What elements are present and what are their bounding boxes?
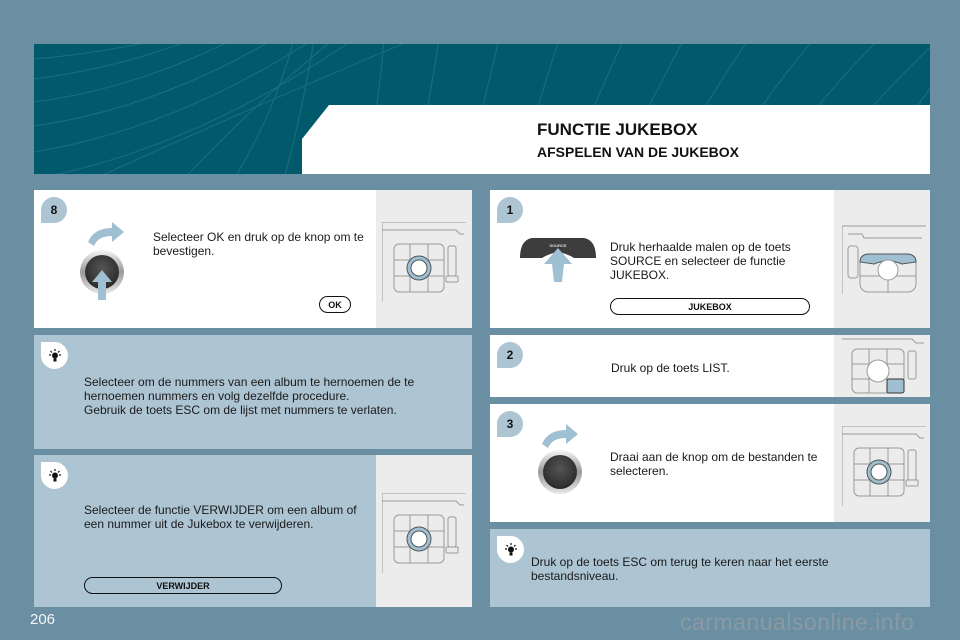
step-3-panel: [490, 404, 930, 522]
step-2-text: Druk op de toets LIST.: [611, 361, 730, 375]
step-number-badge: 2: [497, 342, 523, 368]
step-number-badge: 8: [41, 197, 67, 223]
rotary-knob-turn-icon: [532, 422, 588, 496]
jukebox-display-button[interactable]: JUKEBOX: [610, 298, 810, 315]
ok-display-button[interactable]: OK: [319, 296, 351, 313]
source-key-label: SOURCE: [549, 243, 567, 248]
step-number-badge: 1: [497, 197, 523, 223]
tip-3-text: Druk op de toets ESC om terug te keren naar het eerste bestandsniveau.: [531, 555, 829, 583]
tip-1-line: Gebruik de toets ESC om de lijst met nummers te verlaten.: [84, 403, 397, 417]
verwijder-display-button[interactable]: VERWIJDER: [84, 577, 282, 594]
tip-1-line: Selecteer om de nummers van een album te hernoemen de te: [84, 375, 415, 389]
step-2-panel: [490, 335, 930, 397]
lightbulb-icon: [41, 342, 68, 369]
tip-1-text: [84, 375, 464, 417]
source-key-press-icon: [518, 232, 598, 284]
page-number: 206: [30, 611, 56, 628]
step-8-panel: [34, 190, 472, 328]
radio-panel-diagram: [842, 426, 926, 506]
step-1-text: Druk herhaalde malen op de toets SOURCE en selecteer de functie JUKEBOX.: [610, 240, 791, 282]
radio-panel-diagram: [842, 335, 926, 397]
tip-3-panel: [490, 529, 930, 607]
step-3-text: Draai aan de knop om de bestanden te selecteren.: [610, 450, 818, 478]
header-banner: [34, 44, 930, 174]
page-subtitle: AFSPELEN VAN DE JUKEBOX: [537, 144, 739, 160]
radio-panel-diagram: [382, 222, 466, 302]
step-8-text: Selecteer OK en druk op de knop om te bevestigen.: [153, 230, 364, 258]
tip-1-panel: [34, 335, 472, 449]
tip-1-line: hernoemen nummers en volg dezelfde procedure.: [84, 389, 350, 403]
tip-2-panel: [34, 455, 472, 607]
lightbulb-icon: [497, 536, 524, 563]
rotary-knob-press-icon: [78, 220, 134, 302]
watermark: carmanualsonline.info: [680, 609, 915, 635]
radio-panel-diagram: [842, 224, 926, 298]
lightbulb-icon: [41, 462, 68, 489]
step-number-badge: 3: [497, 411, 523, 437]
step-1-panel: [490, 190, 930, 328]
radio-panel-diagram: [382, 493, 466, 573]
tip-2-text: Selecteer de functie VERWIJDER om een album of een nummer uit de Jukebox te verwijderen.: [84, 503, 357, 531]
page-title: FUNCTIE JUKEBOX: [537, 120, 698, 139]
